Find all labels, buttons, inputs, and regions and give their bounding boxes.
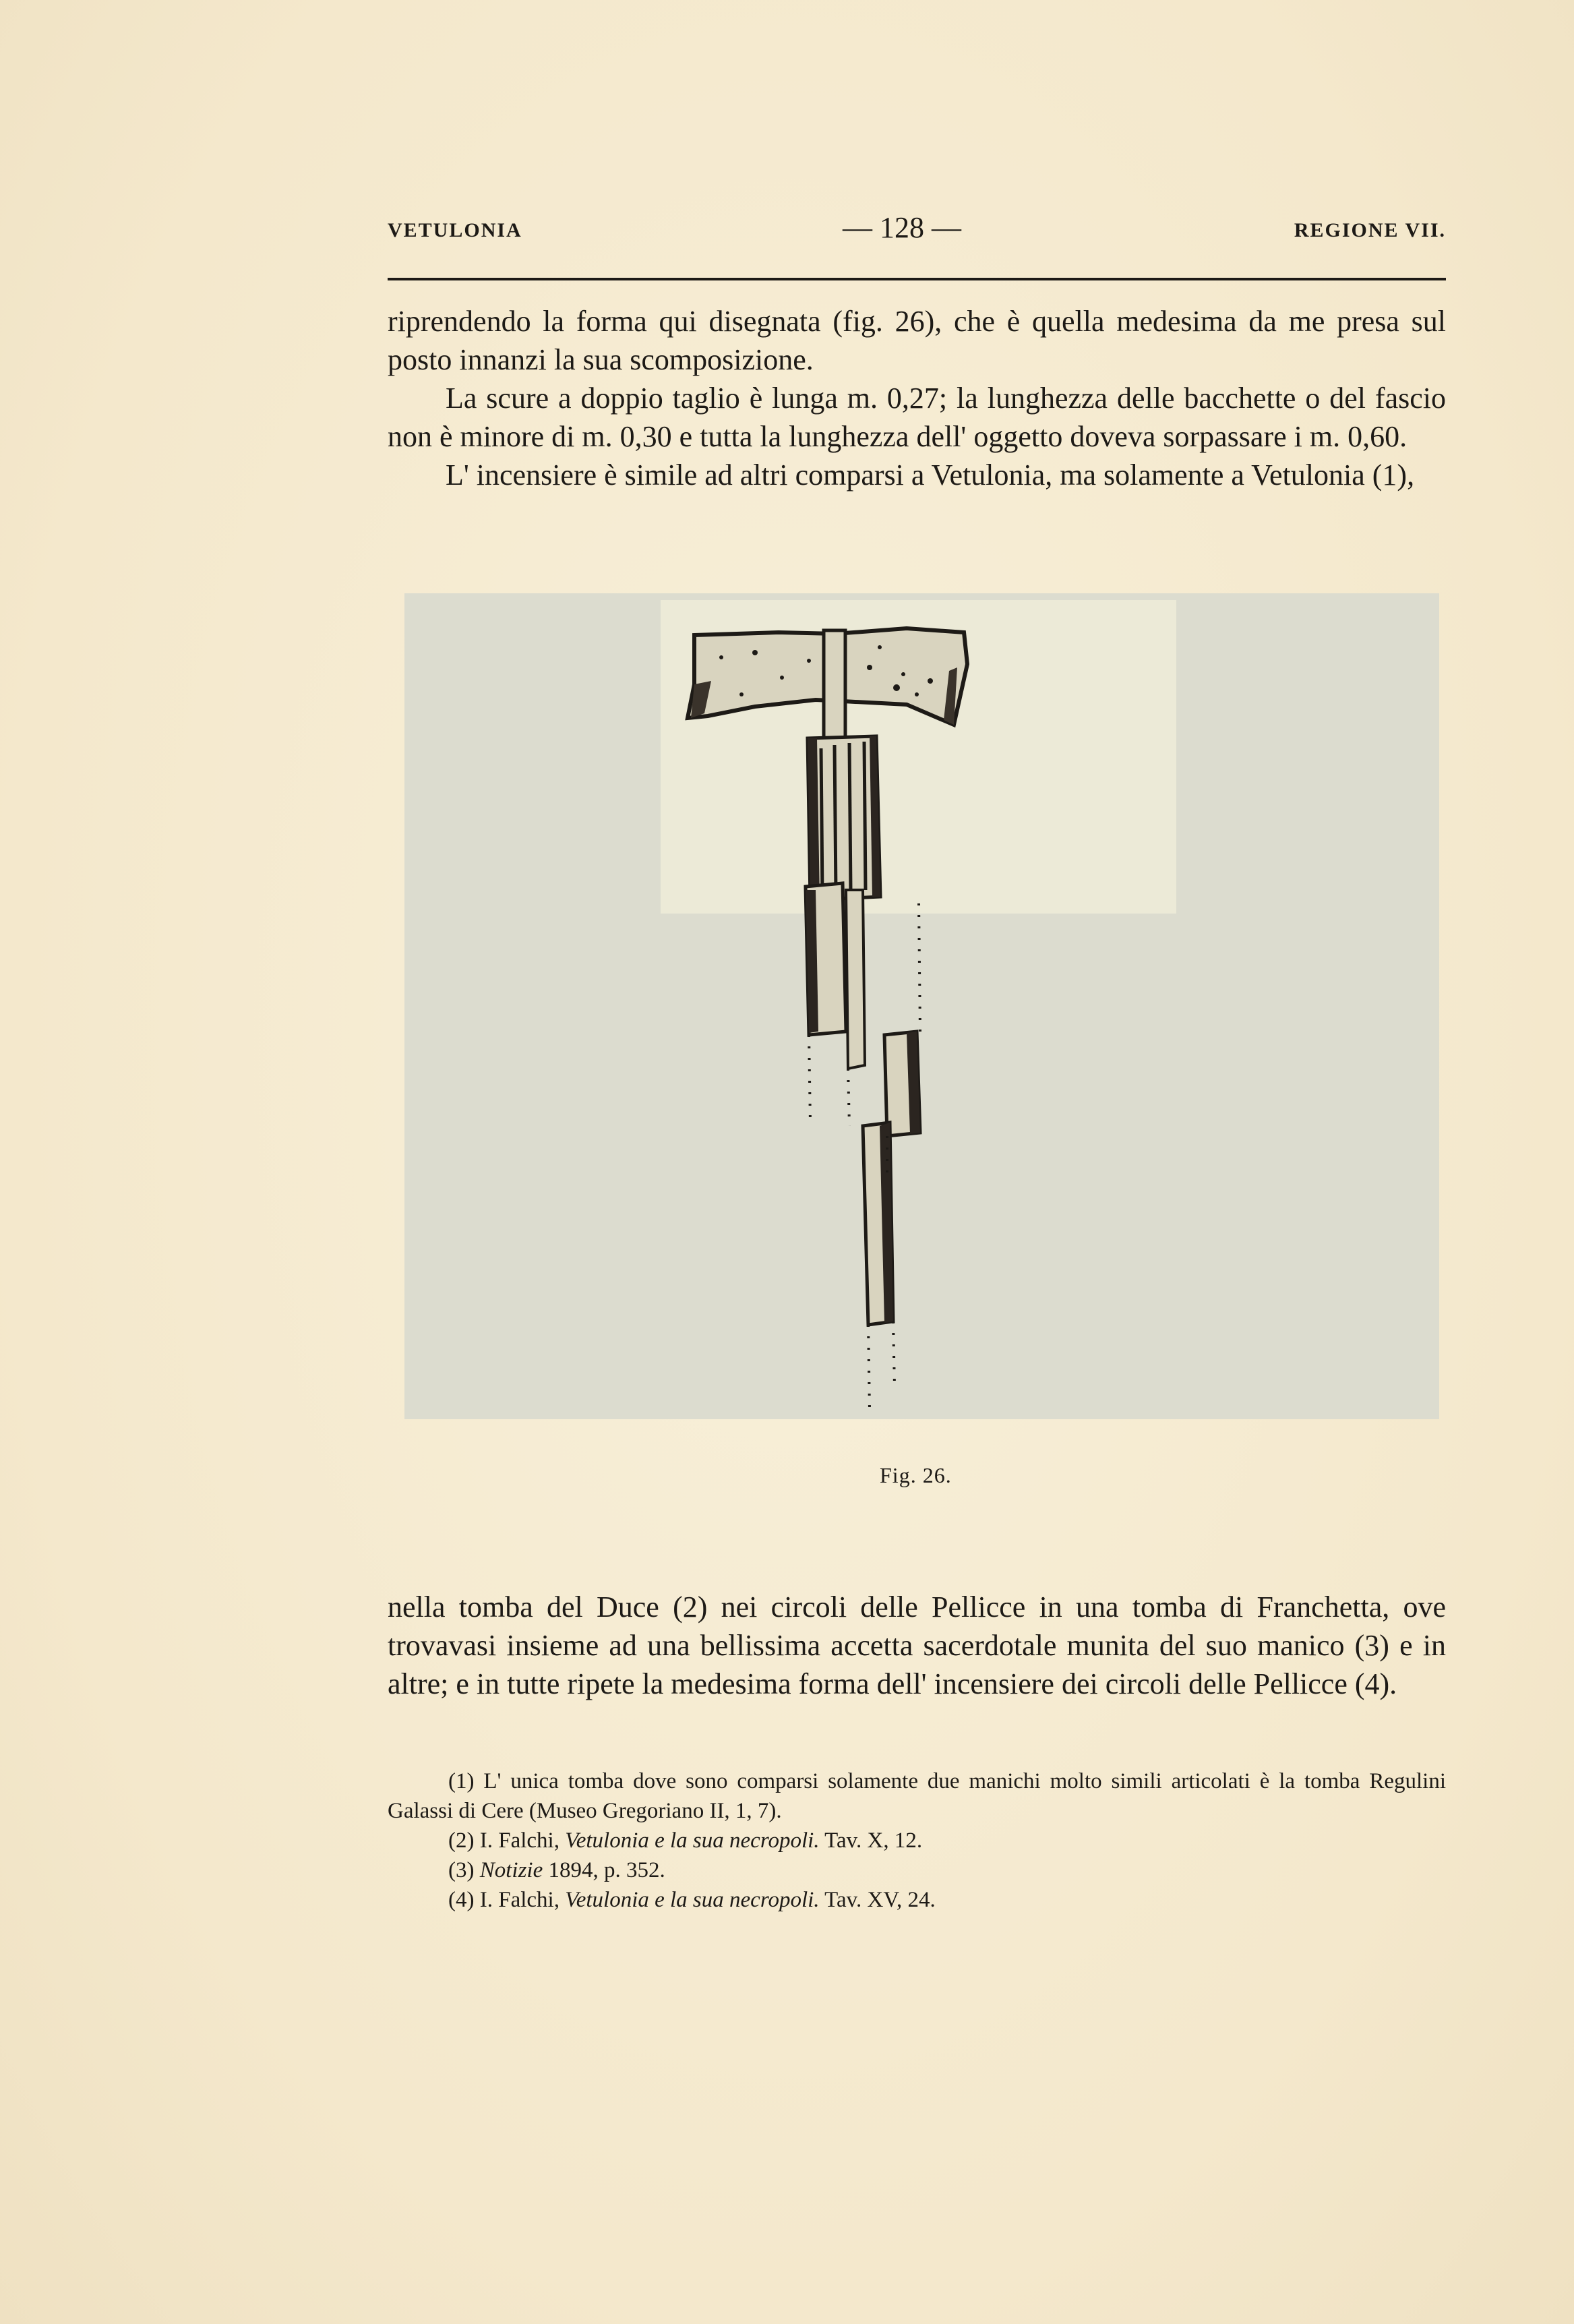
running-header-right: REGIONE VII. xyxy=(1294,219,1446,241)
footnote-2 xyxy=(388,1826,1446,1855)
footnote-1-text: L' unica tomba dove sono comparsi solamente due manichi molto simili articolati è la tomba Regulini Galassi di Cere (Museo Gregoriano II, 1, 7). xyxy=(388,1769,1446,1823)
page-number: — 128 — xyxy=(843,211,961,244)
footnote-4-ref: Tav. XV, 24. xyxy=(819,1888,936,1912)
footnote-ref-4: (4) xyxy=(1354,1667,1390,1700)
body-text-top xyxy=(388,302,1446,494)
paragraph-4-part-4: . xyxy=(1389,1667,1397,1700)
footnote-4 xyxy=(388,1885,1446,1915)
paragraph-4-part-2: nei circoli delle Pellicce in una tomba di Franchetta, ove trovavasi insieme ad una bellissima accetta sacerdotale munita del suo manico xyxy=(388,1590,1447,1662)
footnote-1 xyxy=(388,1766,1446,1826)
figure-26-plate xyxy=(404,593,1439,1419)
paragraph-4-part-3: e in altre; e in tutte ripete la medesima forma dell' incensiere dei circoli delle Pellicce xyxy=(388,1629,1446,1700)
footnote-2-ref: Tav. X, 12. xyxy=(819,1828,923,1853)
footnote-2-mark: (2) xyxy=(448,1828,475,1853)
paragraph-4 xyxy=(388,1588,1446,1703)
footnote-3-ref: 1894, p. 352. xyxy=(543,1858,665,1882)
fasces-axe-illustration xyxy=(404,593,1439,1419)
paragraph-2: La scure a doppio taglio è lunga m. 0,27; la lunghezza delle bacchette o del fascio non è minore di m. 0,30 e tutta la lunghezza dell' oggetto doveva sorpassare i m. 0,60. xyxy=(388,382,1446,453)
footnote-4-author: I. Falchi, xyxy=(479,1888,566,1912)
figure-caption: Fig. 26. xyxy=(880,1463,952,1487)
header-rule xyxy=(388,278,1446,280)
footnote-ref-2: (2) xyxy=(673,1590,708,1623)
footnote-ref-1: (1), xyxy=(1372,458,1415,491)
body-text-bottom xyxy=(388,1588,1446,1703)
footnotes xyxy=(388,1766,1446,1915)
footnote-4-title: Vetulonia e la sua necropoli. xyxy=(565,1888,820,1912)
footnote-3-title: Notizie xyxy=(479,1858,543,1882)
paragraph-1: riprendendo la forma qui disegnata (fig. 26), che è quella medesima da me presa sul posto innanzi la sua scomposizione. xyxy=(388,305,1446,376)
footnote-3-mark: (3) xyxy=(448,1858,475,1882)
paragraph-3-text: L' incensiere è simile ad altri comparsi a Vetulonia, ma solamente a Vetulonia xyxy=(446,458,1365,491)
footnote-ref-3: (3) xyxy=(1354,1629,1389,1662)
running-header-left: VETULONIA xyxy=(388,219,522,241)
footnote-1-mark: (1) xyxy=(448,1769,475,1793)
paragraph-4-part-1: nella tomba del Duce xyxy=(388,1590,673,1623)
footnote-2-title: Vetulonia e la sua necropoli. xyxy=(565,1828,820,1853)
paragraph-3 xyxy=(388,456,1446,494)
footnote-4-mark: (4) xyxy=(448,1888,475,1912)
footnote-3 xyxy=(388,1855,1446,1885)
footnote-2-author: I. Falchi, xyxy=(479,1828,566,1853)
